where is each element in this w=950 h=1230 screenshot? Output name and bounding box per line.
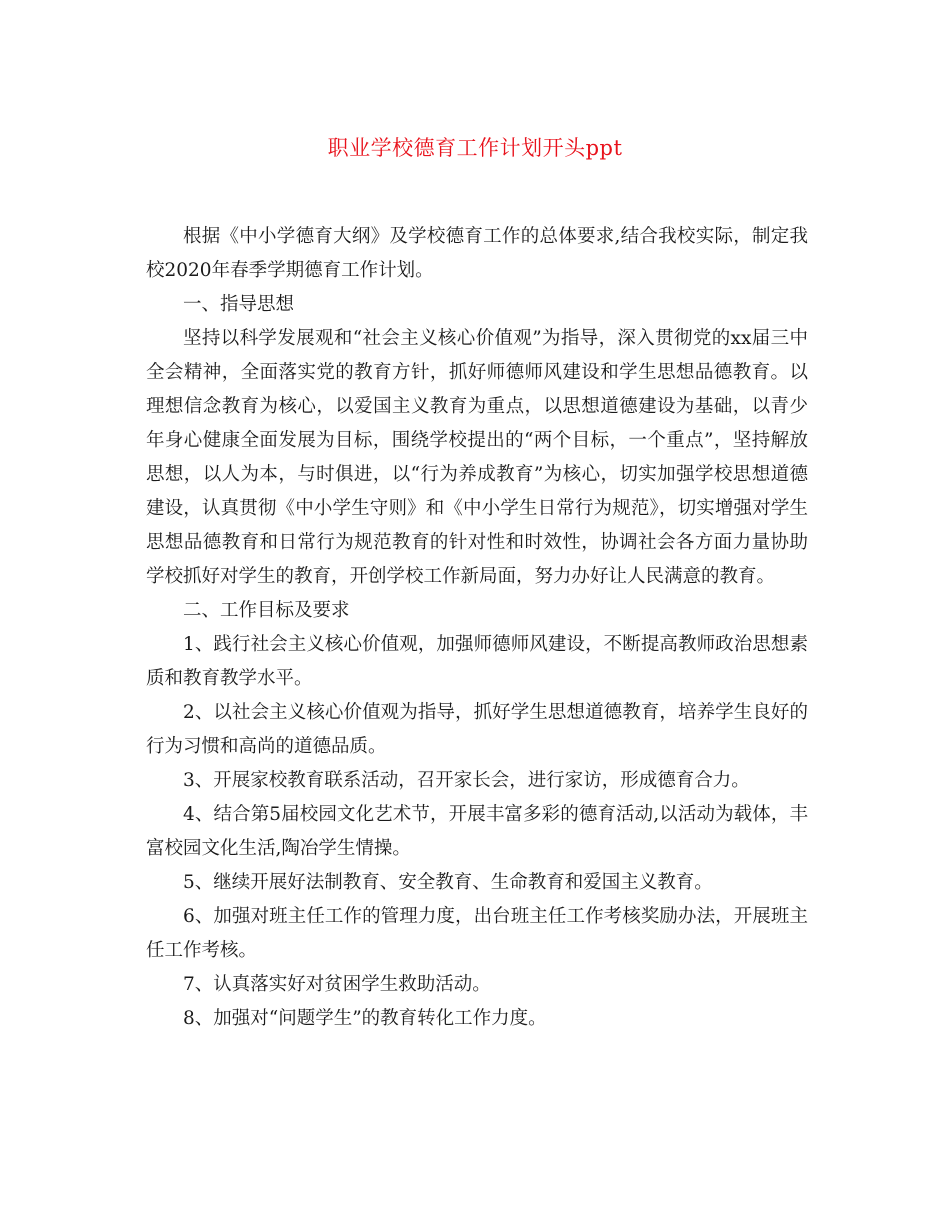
goal-item-3: 3、开展家校教育联系活动，召开家长会，进行家访，形成德育合力。 (183, 770, 750, 791)
goal-item-4: 4、结合第5届校园文化艺术节，开展丰富多彩的德育活动,以活动为载体，丰富校园文化生活,陶冶学生情操。 (146, 804, 808, 859)
goal-item-7: 7、认真落实好对贫困学生救助活动。 (183, 974, 491, 995)
document-body (146, 220, 808, 1036)
section-heading-guiding-ideology: 一、指导思想 (183, 294, 295, 315)
document-title: 职业学校德育工作计划开头ppt (327, 136, 623, 160)
goal-item-6: 6、加强对班主任工作的管理力度，出台班主任工作考核奖励办法，开展班主任工作考核。 (146, 906, 808, 961)
goal-item-2: 2、以社会主义核心价值观为指导，抓好学生思想道德教育，培养学生良好的行为习惯和高尚的道德品质。 (146, 702, 808, 757)
goal-item-5: 5、继续开展好法制教育、安全教育、生命教育和爱国主义教育。 (183, 872, 713, 893)
section-heading-goals: 二、工作目标及要求 (183, 600, 350, 621)
goal-item-1: 1、践行社会主义核心价值观，加强师德师风建设，不断提高教师政治思想素质和教育教学水平。 (146, 634, 808, 689)
goal-item-8: 8、加强对“问题学生”的教育转化工作力度。 (183, 1008, 547, 1029)
intro-paragraph: 根据《中小学德育大纲》及学校德育工作的总体要求,结合我校实际，制定我校2020年春季学期德育工作计划。 (146, 226, 808, 281)
guiding-ideology-paragraph: 坚持以科学发展观和“社会主义核心价值观”为指导，深入贯彻党的xx届三中全会精神，全面落实党的教育方针，抓好师德师风建设和学生思想品德教育。以理想信念教育为核心，以爱国主义教育为重点，以思想道德建设为基础，以青少年身心健康全面发展为目标，围绕学校提出的“两个目标，一个重点”，坚持解放思想，以人为本，与时俱进，以“行为养成教育”为核心，切实加强学校思想道德建设，认真贯彻《中小学生守则》和《中小学生日常行为规范》，切实增强对学生思想品德教育和日常行为规范教育的针对性和时效性，协调社会各方面力量协助学校抓好对学生的教育，开创学校工作新局面，努力办好让人民满意的教育。 (146, 328, 808, 587)
